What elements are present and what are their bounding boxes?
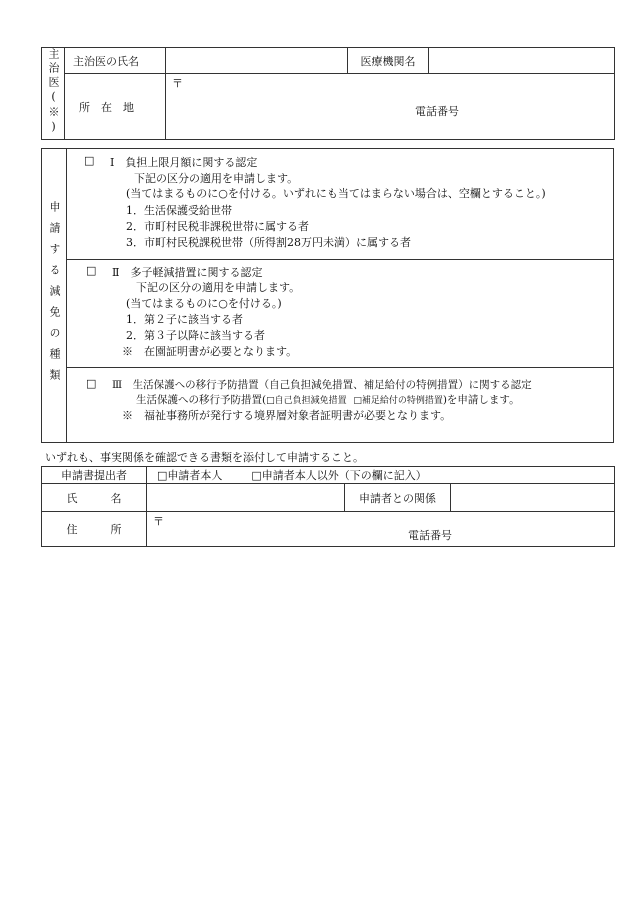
relation-label: 申請者との関係 — [359, 491, 436, 505]
section2-line1: 下記の区分の適用を申請します。 — [136, 281, 301, 294]
physician-phone-label: 電話番号 — [415, 105, 459, 118]
section3-title: Ⅲ 生活保護への移行予防措置（自己負担減免措置、補足給付の特例措置）に関する認定 — [112, 379, 532, 391]
section-2 — [66, 259, 613, 367]
applicant-address-label: 住 所 — [66, 523, 122, 536]
section1-checkbox[interactable]: □ — [84, 154, 95, 167]
section-1 — [66, 149, 613, 259]
section3-option-supplement[interactable]: □補足給付の特例措置 — [353, 396, 443, 406]
section3-line1-end: )を申請します。 — [442, 394, 520, 406]
footer-note: いずれも、事実関係を確認できる書類を添付して申請すること。 — [45, 451, 364, 464]
physician-address-label-cell — [65, 74, 166, 140]
reduction-side-label: 申請する減免の種類 — [48, 201, 61, 390]
institution-label-cell — [348, 48, 429, 74]
applicant-address-label-cell — [42, 512, 147, 547]
section1-item-2: 2．市町村民税非課税世帯に属する者 — [126, 220, 309, 233]
section-3 — [66, 367, 613, 442]
section1-item-1: 1．生活保護受給世帯 — [126, 204, 232, 217]
section1-line2: (当てはまるものに○を付ける。いずれにも当てはまらない場合は、空欄とすること。) — [126, 187, 546, 200]
institution-field[interactable] — [429, 48, 615, 74]
applicant-name-label-cell — [42, 484, 147, 512]
applicant-postal-mark: 〒 — [153, 515, 164, 528]
applicant-name-label: 氏 名 — [66, 491, 122, 505]
applicant-table — [41, 466, 615, 547]
section2-line2: (当てはまるものに○を付ける。) — [126, 297, 282, 310]
section3-line1 — [136, 392, 520, 407]
physician-postal-mark: 〒 — [172, 77, 183, 90]
section3-note: ※ 福祉事務所が発行する境界層対象者証明書が必要となります。 — [122, 409, 452, 422]
physician-table — [41, 47, 615, 140]
section3-checkbox[interactable]: □ — [86, 377, 97, 390]
section3-option-self-pay[interactable]: □自己負担減免措置 — [266, 396, 347, 406]
relation-field[interactable] — [451, 484, 615, 512]
institution-label: 医療機関名 — [360, 54, 416, 68]
section2-note: ※ 在園証明書が必要となります。 — [122, 345, 298, 358]
submitter-option-self[interactable]: □申請者本人 — [157, 469, 223, 482]
physician-address-field[interactable] — [166, 74, 615, 140]
section1-title: Ⅰ 負担上限月額に関する認定 — [110, 156, 258, 169]
applicant-address-field[interactable] — [147, 512, 615, 547]
physician-name-field[interactable] — [166, 48, 348, 74]
reduction-box — [41, 148, 614, 443]
relation-label-cell — [345, 484, 451, 512]
submitter-option-other[interactable]: □申請者本人以外（下の欄に記入） — [251, 469, 427, 482]
reduction-side-cell — [42, 149, 67, 442]
applicant-name-field[interactable] — [147, 484, 345, 512]
section1-item-3: 3．市町村民税課税世帯（所得割28万円未満）に属する者 — [126, 236, 411, 249]
section2-item-2: 2．第３子以降に該当する者 — [126, 329, 265, 342]
section2-item-1: 1．第２子に該当する者 — [126, 313, 243, 326]
section3-line1-start: 生活保護への移行予防措置( — [136, 394, 267, 406]
submitter-label-cell — [42, 467, 147, 484]
physician-address-label: 所 在 地 — [79, 100, 134, 114]
submitter-label: 申請書提出者 — [61, 469, 127, 482]
physician-side-label: 主治医(※) — [47, 48, 60, 136]
physician-name-label: 主治医の氏名 — [73, 54, 139, 68]
section2-title: Ⅱ 多子軽減措置に関する認定 — [112, 266, 263, 279]
submitter-options-cell — [147, 467, 615, 484]
physician-name-label-cell — [65, 48, 166, 74]
physician-side-cell — [42, 48, 65, 140]
applicant-phone-label: 電話番号 — [408, 529, 452, 542]
section1-line1: 下記の区分の適用を申請します。 — [134, 172, 299, 185]
section2-checkbox[interactable]: □ — [86, 264, 97, 277]
